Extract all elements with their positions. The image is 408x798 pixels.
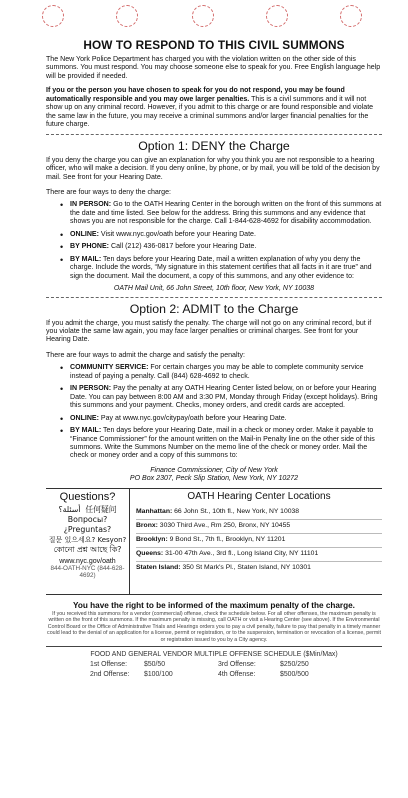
warning-paragraph <box>46 87 382 129</box>
fee-value: $250/250 <box>280 661 309 669</box>
item-label: COMMUNITY SERVICE: <box>70 364 149 372</box>
center-address: 350 St Mark's Pl., Staten Island, NY 10301 <box>180 563 311 571</box>
fee-value: $50/50 <box>144 661 166 669</box>
finance-address-line1: Finance Commissioner, City of New York <box>150 466 278 474</box>
perforation-strip <box>0 0 408 30</box>
questions-bengali: কোনো প্রশ্ন আছে কি? <box>53 544 122 554</box>
center-address: 3030 Third Ave., Rm 250, Bronx, NY 10455 <box>157 521 291 529</box>
warning-text: This is a civil summons and it will not show up on any criminal record. However, if you admit to this charge or are found responsible and violate the same law in the future, you may receive a criminal summons and/or larger financial penalties for the future charge. <box>46 95 374 129</box>
max-penalty-title: You have the right to be informed of the maximum penalty of the charge. <box>73 600 355 610</box>
center-borough: Queens: <box>136 549 164 557</box>
hearing-centers-panel <box>130 489 382 594</box>
fee-value: $500/500 <box>280 671 309 679</box>
page-title: HOW TO RESPOND TO THIS CIVIL SUMMONS <box>83 38 345 52</box>
item-text: Ten days before your Hearing Date, mail a written explanation of why you deny the charge. Include the words, “My signature in this statement certifies that all facts in it are true” and sign the document. Mail the document, a copy of this summons, and any other evidence to: <box>70 255 372 280</box>
questions-spanish: ¿Preguntas? <box>63 524 112 534</box>
perforation-hole-icon <box>116 5 138 27</box>
summons-back-page <box>46 38 382 680</box>
item-label: ONLINE: <box>70 230 99 238</box>
section-divider <box>46 297 382 298</box>
center-address: 9 Bond St., 7th fl., Brooklyn, NY 11201 <box>167 535 286 543</box>
option2-list <box>60 364 382 461</box>
oath-mail-address: OATH Mail Unit, 66 John Street, 10th floor, New York, NY 10038 <box>113 285 315 293</box>
center-borough: Manhattan: <box>136 507 173 515</box>
intro-paragraph: The New York Police Department has charged you with the violation written on the other side of this summons. You must respond. You may choose someone else to speak for you. Free English language help will be provided if needed. <box>46 56 381 80</box>
item-text: Ten days before your Hearing Date, mail in a check or money order. Make it payable to “Finance Commissioner” for the amount written on the Mail-in Penalty line on the other side of this summons. Write the Summons Number on the memo line of the check or money order. Mail the check or money order and a copy of this summons to: <box>70 427 375 460</box>
item-text: Call (212) 436-0817 before your Hearing Date. <box>109 243 257 251</box>
finance-address-line2: PO Box 2307, Peck Slip Station, New York, NY 10272 <box>129 475 299 483</box>
help-and-locations <box>46 489 382 595</box>
option1-title: Option 1: DENY the Charge <box>138 138 290 153</box>
item-label: IN PERSON: <box>70 385 112 393</box>
questions-haitian: Kesyon? <box>97 535 127 544</box>
fee-label: 1st Offense: <box>90 661 128 669</box>
center-row <box>136 520 382 534</box>
fee-label: 2nd Offense: <box>90 671 130 679</box>
questions-row <box>46 535 129 545</box>
item-label: ONLINE: <box>70 414 99 422</box>
questions-title: Questions? <box>59 490 116 503</box>
center-borough: Brooklyn: <box>136 535 168 543</box>
item-label: BY MAIL: <box>70 427 102 435</box>
hearing-centers-title: OATH Hearing Center Locations <box>187 490 331 502</box>
option1-ways: There are four ways to deny the charge: <box>46 188 171 196</box>
questions-website: www.nyc.gov/oath <box>59 557 116 565</box>
option1-list <box>60 201 382 281</box>
questions-chinese: 任何疑问 <box>85 504 117 514</box>
fee-label: 4th Offense: <box>218 671 256 679</box>
item-label: IN PERSON: <box>70 201 112 209</box>
perforation-hole-icon <box>192 5 214 27</box>
list-item <box>60 427 382 461</box>
perforation-hole-icon <box>42 5 64 27</box>
warning-bold-text: If you or the person you have chosen to speak for you do not respond, you may be found automatically responsible and you may owe larger penalties. <box>46 87 345 103</box>
item-text: Go to the OATH Hearing Center in the borough written on the front of this summons at the date and time listed. See below for the address. Bring this summons and any evidence that shows you are not responsible for the charge. Call 1-844-628-4692 for disability accommodation. <box>70 201 382 226</box>
questions-row <box>46 515 129 535</box>
item-text: Visit www.nyc.gov/oath before your Hearing Date. <box>98 230 256 238</box>
max-penalty-fine-print: If you received this summons for a vendor (commercial) offense, check the schedule below. For all other offenses, the maximum penalty is written on the front of this summons. If the maximum penalty is missing, call OATH or visit a Hearing Center (see above). If the Environmental Control Board or the Office of Administrative Trials and Hearings orders you to pay a civil penalty, failure to pay that penalty in a timely manner could lead to the denial of an application for a license, permit or registration, or to the suspension, termination or revocation of a license, permit or registration issued to you by a City agency. <box>47 610 381 643</box>
fee-schedule-table <box>46 660 382 680</box>
center-address: 66 John St., 10th fl., New York, NY 10038 <box>172 507 300 515</box>
item-text: For certain charges you may be able to complete community service instead of paying a penalty. Call (844) 628-4692 to check. <box>70 364 364 380</box>
list-item <box>60 243 382 251</box>
option2-ways: There are four ways to admit the charge and satisfy the penalty: <box>46 351 245 359</box>
list-item <box>60 256 382 281</box>
list-item <box>60 201 382 226</box>
item-text: Pay the penalty at any OATH Hearing Center listed below, on or before your Hearing Date. You can pay between 8:00 AM and 3:30 PM, Monday through Friday (except holidays). Bring this summons and your payment. Checks, money orders, and credit cards are accepted. <box>70 385 378 410</box>
list-item <box>60 231 382 239</box>
option2-title: Option 2: ADMIT to the Charge <box>129 301 299 316</box>
option1-intro: If you deny the charge you can give an explanation for why you think you are not responsible to a hearing officer, who will make a decision. If you deny online, by phone, or by mail, you will be told of the decision by mail. See front for your Hearing Date. <box>46 156 380 181</box>
questions-panel <box>46 489 130 594</box>
center-borough: Bronx: <box>136 521 158 529</box>
fee-value: $100/100 <box>144 671 173 679</box>
questions-arabic: أسئلة؟ <box>58 504 81 514</box>
list-item <box>60 385 382 410</box>
center-address: 31-00 47th Ave., 3rd fl., Long Island City, NY 11101 <box>163 549 319 557</box>
item-label: BY PHONE: <box>70 243 110 251</box>
fee-label: 3rd Offense: <box>218 661 256 669</box>
item-label: BY MAIL: <box>70 255 102 263</box>
center-row <box>136 534 382 548</box>
section-divider <box>46 134 382 135</box>
questions-phone: 844-OATH-NYC (844-628-4692) <box>50 564 125 579</box>
item-text: Pay at www.nyc.gov/citypay/oath before your Hearing Date. <box>98 414 287 422</box>
fee-schedule-title: FOOD AND GENERAL VENDOR MULTIPLE OFFENSE SCHEDULE ($Min/Max) <box>90 651 338 659</box>
perforation-hole-icon <box>340 5 362 27</box>
list-item <box>60 415 382 423</box>
questions-korean: 질문 있으세요? <box>48 535 96 544</box>
list-item <box>60 364 382 381</box>
questions-russian: Вопросы? <box>67 514 108 524</box>
option2-intro: If you admit the charge, you must satisfy the penalty. The charge will not go on any criminal record, but if you violate the same law again, you may face larger penalties or criminal charges. See front for your Hearing Date. <box>46 319 372 344</box>
questions-row <box>46 505 129 515</box>
center-row <box>136 506 382 520</box>
center-row <box>136 562 382 575</box>
center-borough: Staten Island: <box>136 563 181 571</box>
fee-divider <box>46 646 382 647</box>
center-row <box>136 548 382 562</box>
perforation-hole-icon <box>266 5 288 27</box>
